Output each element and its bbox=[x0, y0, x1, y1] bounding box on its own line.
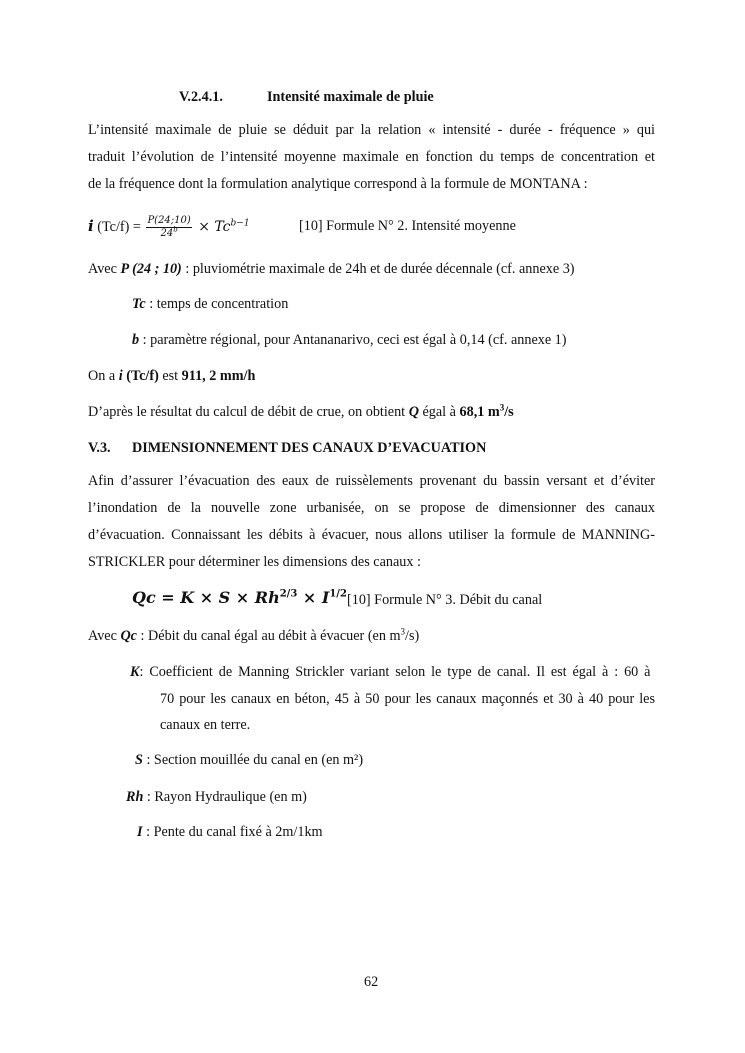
section-heading-v241 bbox=[179, 89, 434, 106]
formula-times-tc: × Tc bbox=[193, 219, 231, 235]
symbol-qc: Qc bbox=[120, 628, 137, 644]
symbol-p: P (24 ; 10) bbox=[120, 261, 182, 277]
paragraph-line: Afin d’assurer l’évacuation des eaux de ruissèlements provenant du bassin versant et d’éviter bbox=[88, 473, 655, 489]
avec-label: Avec bbox=[88, 628, 121, 644]
paragraph-line: L’intensité maximale de pluie se déduit par la relation « intensité - durée - fréquence » qui bbox=[88, 122, 655, 138]
definition-text: : paramètre régional, pour Antananarivo, ceci est égal à 0,14 (cf. annexe 1) bbox=[139, 332, 567, 348]
paragraph-line: d’évacuation. Connaissant les débits à évacuer, nous allons utiliser la formule de MANNING- bbox=[88, 527, 655, 543]
section-heading-v3 bbox=[88, 440, 487, 457]
formula-caption: [10] Formule N° 2. Intensité moyenne bbox=[299, 218, 516, 234]
definition-rh bbox=[126, 789, 307, 806]
definition-b bbox=[132, 332, 567, 349]
formula-expression-tail: × I bbox=[297, 588, 330, 607]
result-value: 911, 2 mm/h bbox=[181, 368, 256, 384]
symbol-b: b bbox=[132, 332, 140, 348]
definition-qc bbox=[88, 628, 419, 645]
definition-text: canaux en terre. bbox=[160, 717, 251, 733]
result-intensity bbox=[88, 368, 255, 385]
definition-i bbox=[137, 824, 323, 841]
formula-exponent: 1/2 bbox=[329, 588, 347, 600]
avec-label: Avec bbox=[88, 261, 121, 277]
symbol-tc: Tc bbox=[132, 296, 146, 312]
result-prefix: On a bbox=[88, 368, 119, 384]
definition-text: : pluviométrie maximale de 24h et de durée décennale (cf. annexe 3) bbox=[181, 261, 575, 277]
paragraph-line: l’inondation de la nouvelle zone urbanisée, on se propose de dimensionner des canaux bbox=[88, 500, 655, 516]
formula-montana bbox=[88, 208, 250, 244]
definition-p bbox=[88, 261, 575, 278]
fraction-denominator: 24$^b$ bbox=[160, 225, 178, 240]
result-mid: est bbox=[158, 368, 182, 384]
formula-manning bbox=[132, 588, 347, 608]
paragraph-line: de la fréquence dont la formulation analytique correspond à la formule de MONTANA : bbox=[88, 176, 588, 192]
definition-text: : temps de concentration bbox=[145, 296, 289, 312]
symbol-rh: Rh bbox=[126, 789, 144, 805]
result-discharge bbox=[88, 404, 514, 421]
definition-tc bbox=[132, 296, 288, 313]
symbol-i-slope: I bbox=[137, 824, 143, 840]
unit-exponent: 3 bbox=[400, 626, 406, 637]
definition-text: : Débit du canal égal au débit à évacuer (en m bbox=[136, 628, 401, 644]
result-prefix: D’après le résultat du calcul de débit de crue, on obtient bbox=[88, 404, 409, 420]
symbol-s: S bbox=[135, 752, 143, 768]
paragraph-line: STRICKLER pour déterminer les dimensions des canaux : bbox=[88, 554, 421, 570]
page-number: 62 bbox=[364, 974, 379, 990]
formula-symbol-i: i bbox=[88, 217, 94, 235]
formula-exponent: b−1 bbox=[230, 218, 250, 229]
formula-caption: [10] Formule N° 3. Débit du canal bbox=[347, 592, 543, 608]
formula-fraction bbox=[146, 215, 191, 240]
result-value: 68,1 $m^3/s$ bbox=[459, 402, 514, 420]
definition-k-line3 bbox=[160, 717, 250, 734]
paragraph-intro bbox=[88, 117, 655, 198]
definition-k-line2 bbox=[160, 691, 655, 708]
definition-k bbox=[130, 664, 650, 681]
paragraph-canaux bbox=[88, 468, 655, 576]
formula-expression: Qc = K × S × Rh bbox=[132, 588, 280, 607]
paragraph-line: traduit l’évolution de l’intensité moyenne maximale en fonction du temps de concentration et bbox=[88, 149, 655, 165]
section-number: V.2.4.1. bbox=[179, 89, 223, 105]
result-mid: égal à bbox=[418, 404, 460, 420]
result-arg: (Tc/f) bbox=[122, 368, 159, 384]
definition-text: : Pente du canal fixé à 2m/1km bbox=[142, 824, 323, 840]
fraction-numerator: P(24;10) bbox=[147, 215, 191, 227]
section-title: Intensité maximale de pluie bbox=[267, 89, 434, 105]
definition-text: : Coefficient de Manning Strickler variant selon le type de canal. Il est égal à : 60 à bbox=[139, 664, 651, 680]
symbol-i: i bbox=[118, 368, 123, 384]
definition-s bbox=[135, 752, 363, 769]
section-title: DIMENSIONNEMENT DES CANAUX D’EVACUATION bbox=[132, 440, 487, 456]
section-number: V.3. bbox=[88, 440, 111, 456]
formula-arg: (Tc/f) = bbox=[93, 219, 145, 235]
definition-text: : Section mouillée du canal en (en m²) bbox=[142, 752, 364, 768]
symbol-q: Q bbox=[408, 404, 419, 420]
symbol-k: K bbox=[130, 664, 140, 680]
definition-text: 70 pour les canaux en béton, 45 à 50 pour les canaux maçonnés et 30 à 40 pour les bbox=[160, 691, 655, 707]
definition-text: : Rayon Hydraulique (en m) bbox=[143, 789, 307, 805]
unit-suffix: /s) bbox=[405, 628, 420, 644]
formula-exponent: 2/3 bbox=[279, 588, 298, 600]
